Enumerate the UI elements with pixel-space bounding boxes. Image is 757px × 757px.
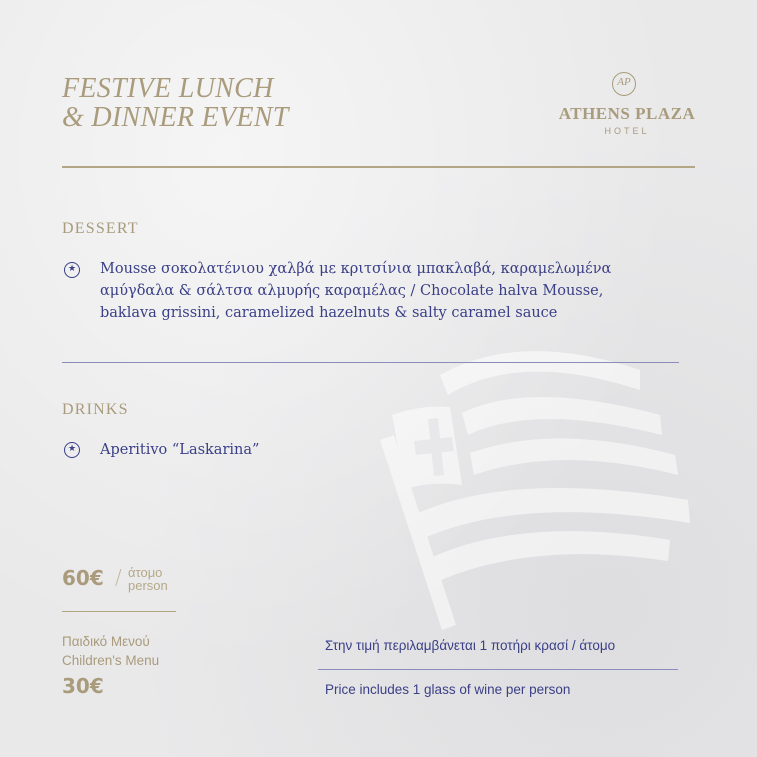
logo-name: ATHENS PLAZA <box>558 104 696 123</box>
greek-flag-icon <box>370 335 710 635</box>
title-line-1: FESTIVE LUNCH <box>62 73 274 104</box>
childrens-price: 30€ <box>62 674 104 698</box>
kids-label-greek: Παιδικό Μενού <box>62 634 150 649</box>
wine-note-greek: Στην τιμή περιλαμβάνεται 1 ποτήρι κρασί / άτομο <box>325 638 616 653</box>
dessert-line-1: Mousse σοκολατένιου χαλβά με κριτσίνια μπακλαβά, καραμελωμένα <box>100 261 612 277</box>
logo-subtitle: HOTEL <box>604 126 650 136</box>
dessert-line-2: αμύγδαλα & σάλτσα αλμυρής καραμέλας / Chocolate halva Mousse, <box>100 283 604 299</box>
adult-price: 60€ <box>62 566 104 590</box>
drinks-item <box>100 439 259 461</box>
price-unit-greek: άτομο <box>128 565 163 580</box>
page-title <box>62 74 362 132</box>
kids-label-english: Children's Menu <box>62 653 160 668</box>
hotel-logo <box>552 70 702 142</box>
price-unit <box>128 566 168 592</box>
header-divider <box>62 166 695 168</box>
note-divider <box>318 669 678 670</box>
section-heading-drinks: DRINKS <box>62 401 129 418</box>
logo-monogram-icon: AP <box>612 72 636 96</box>
star-circle-icon: ★ <box>64 262 80 278</box>
title-line-2: & DINNER EVENT <box>62 102 289 133</box>
section-heading-dessert: DESSERT <box>62 220 139 237</box>
section-divider <box>62 362 679 363</box>
childrens-menu-label <box>62 632 159 670</box>
price-divider <box>62 611 176 612</box>
drinks-line-1: Aperitivo “Laskarina” <box>100 442 260 458</box>
dessert-item <box>100 258 611 324</box>
wine-note-english: Price includes 1 glass of wine per person <box>325 682 571 697</box>
price-unit-english: person <box>128 578 168 593</box>
star-circle-icon: ★ <box>64 442 80 458</box>
price-separator: / <box>115 565 122 589</box>
dessert-line-3: baklava grissini, caramelized hazelnuts & salty caramel sauce <box>100 305 558 321</box>
